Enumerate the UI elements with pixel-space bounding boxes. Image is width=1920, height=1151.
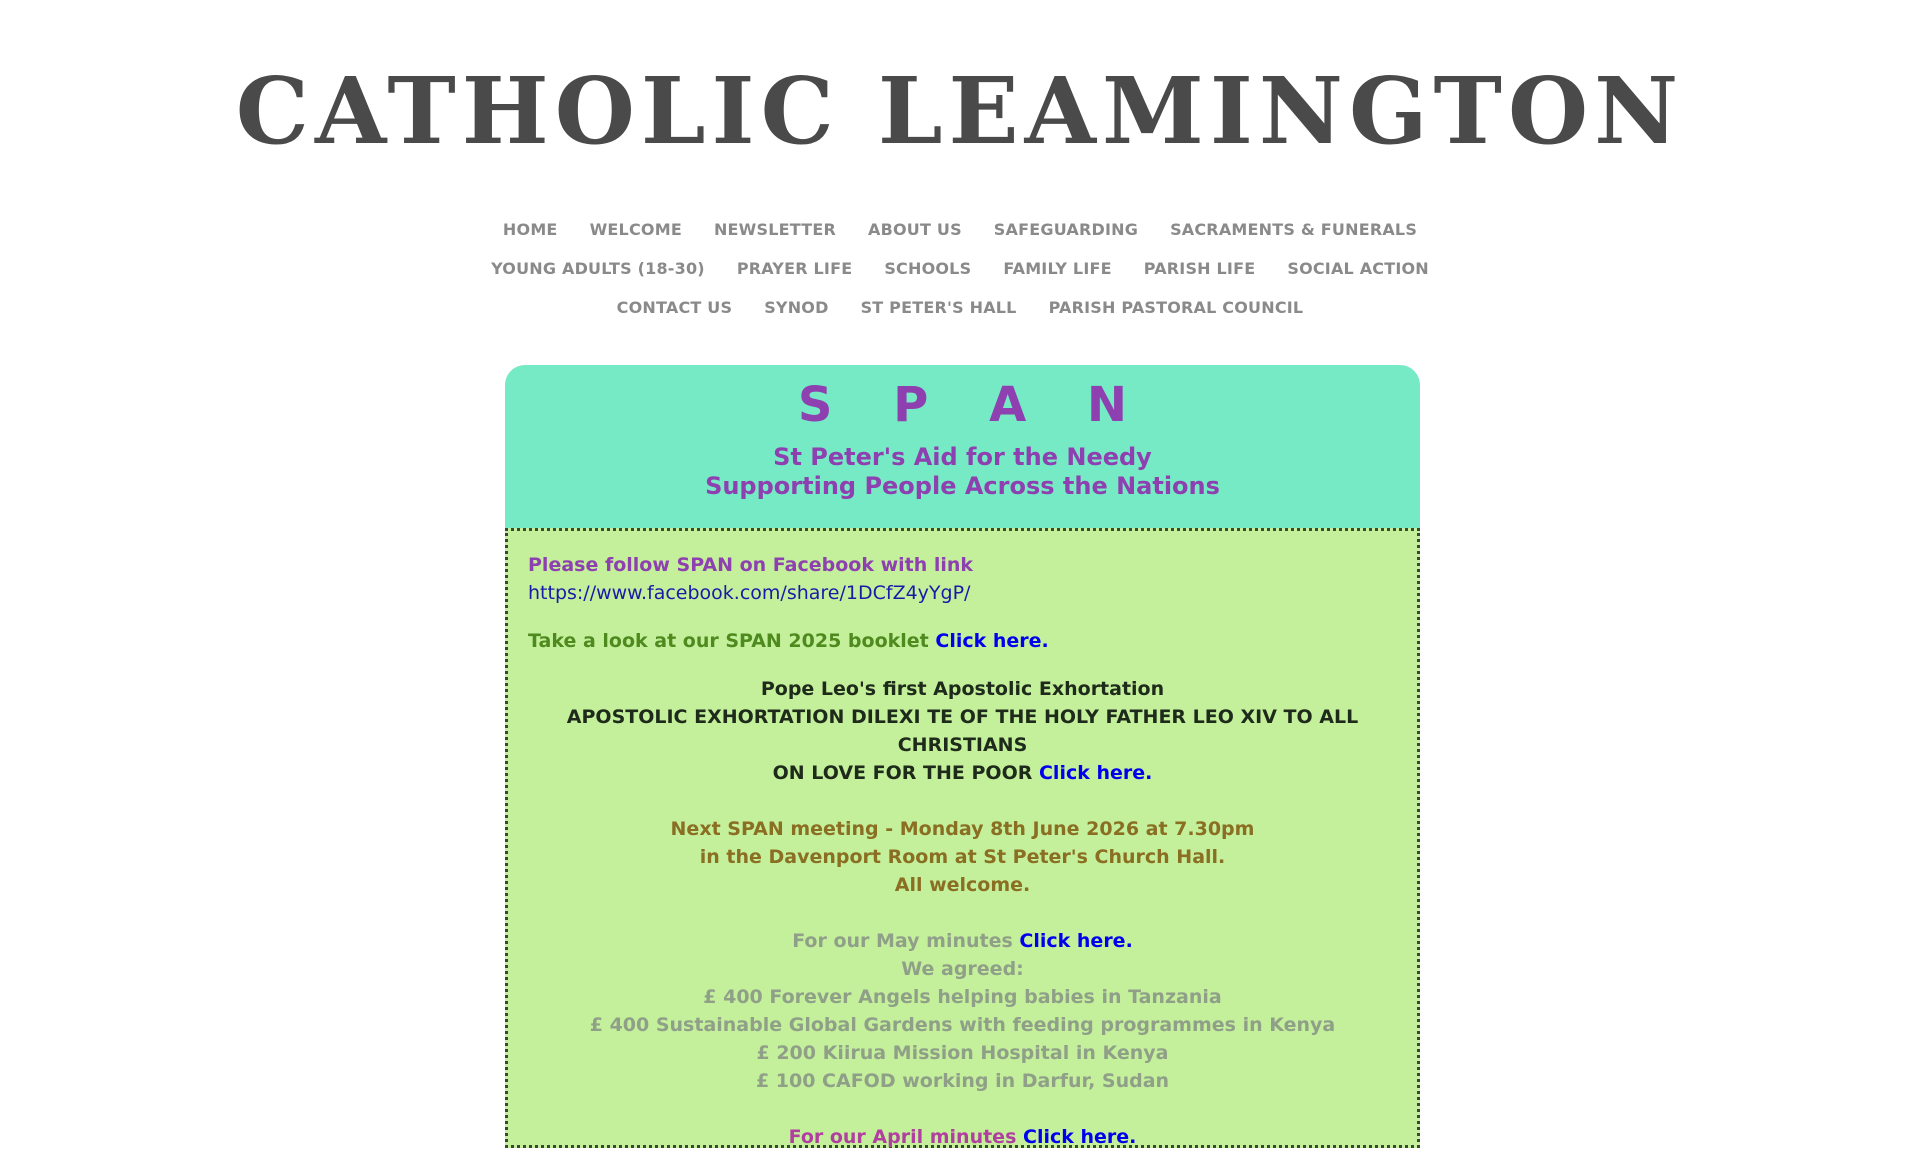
span-card bbox=[505, 365, 1420, 1148]
meeting-line-3: All welcome. bbox=[894, 874, 1031, 896]
pope-line-1: Pope Leo's first Apostolic Exhortation bbox=[760, 678, 1165, 700]
nav-item-schools[interactable]: SCHOOLS bbox=[884, 259, 972, 278]
nav-item-st-peters-hall[interactable]: ST PETER'S HALL bbox=[860, 298, 1017, 317]
nav-item-young-adults[interactable]: YOUNG ADULTS (18-30) bbox=[491, 259, 705, 278]
booklet-text: Take a look at our SPAN 2025 booklet bbox=[528, 630, 936, 652]
facebook-link[interactable]: https://www.facebook.com/share/1DCfZ4yYgP/ bbox=[528, 582, 971, 604]
pope-line-2: APOSTOLIC EXHORTATION DILEXI TE OF THE HOLY FATHER LEO XIV TO ALL CHRISTIANS bbox=[566, 706, 1359, 756]
span-subtitle-2: Supporting People Across the Nations bbox=[705, 472, 1220, 500]
span-title: S P A N bbox=[797, 377, 1150, 433]
nav-item-sacraments-funerals[interactable]: SACRAMENTS & FUNERALS bbox=[1170, 220, 1418, 239]
span-body bbox=[505, 528, 1420, 1148]
facebook-text: Please follow SPAN on Facebook with link bbox=[528, 554, 974, 576]
nav-item-social-action[interactable]: SOCIAL ACTION bbox=[1287, 259, 1429, 278]
booklet-line bbox=[528, 627, 1397, 655]
may-minutes-text: For our May minutes bbox=[792, 930, 1020, 952]
april-minutes-line bbox=[528, 1123, 1397, 1151]
agreed-label: We agreed: bbox=[901, 958, 1024, 980]
may-minutes-section bbox=[528, 927, 1397, 1095]
nav-item-safeguarding[interactable]: SAFEGUARDING bbox=[993, 220, 1139, 239]
nav-item-home[interactable]: HOME bbox=[502, 220, 558, 239]
span-subtitle-1: St Peter's Aid for the Needy bbox=[773, 443, 1152, 471]
donation-item: £ 400 Forever Angels helping babies in Tanzania bbox=[703, 986, 1222, 1008]
april-minutes-section bbox=[528, 1123, 1397, 1151]
nav-item-about-us[interactable]: ABOUT US bbox=[868, 220, 962, 239]
april-minutes-text: For our April minutes bbox=[788, 1126, 1023, 1148]
nav-item-parish-life[interactable]: PARISH LIFE bbox=[1143, 259, 1256, 278]
meeting-section bbox=[528, 815, 1397, 899]
april-minutes-link[interactable]: Click here. bbox=[1023, 1126, 1137, 1148]
meeting-line-1: Next SPAN meeting - Monday 8th June 2026 at 7.30pm bbox=[670, 818, 1255, 840]
facebook-line bbox=[528, 551, 1397, 607]
donation-item: £ 200 Kiirua Mission Hospital in Kenya bbox=[756, 1042, 1169, 1064]
nav-item-welcome[interactable]: WELCOME bbox=[589, 220, 682, 239]
booklet-link[interactable]: Click here. bbox=[935, 630, 1049, 652]
may-minutes-line bbox=[528, 927, 1397, 955]
nav-row-1 bbox=[0, 210, 1920, 249]
nav-row-2 bbox=[0, 249, 1920, 288]
nav-item-parish-pastoral-council[interactable]: PARISH PASTORAL COUNCIL bbox=[1048, 298, 1304, 317]
donation-item: £ 100 CAFOD working in Darfur, Sudan bbox=[755, 1070, 1170, 1092]
nav-row-3 bbox=[0, 288, 1920, 327]
nav-item-prayer-life[interactable]: PRAYER LIFE bbox=[736, 259, 853, 278]
nav-item-newsletter[interactable]: NEWSLETTER bbox=[713, 220, 837, 239]
nav-item-family-life[interactable]: FAMILY LIFE bbox=[1003, 259, 1112, 278]
main-nav bbox=[0, 210, 1920, 327]
pope-line-3-text: ON LOVE FOR THE POOR bbox=[772, 762, 1039, 784]
pope-section bbox=[528, 675, 1397, 787]
span-header bbox=[505, 365, 1420, 528]
donation-item: £ 400 Sustainable Global Gardens with feeding programmes in Kenya bbox=[589, 1014, 1336, 1036]
nav-item-contact-us[interactable]: CONTACT US bbox=[616, 298, 733, 317]
pope-line-3 bbox=[528, 759, 1397, 787]
meeting-line-2: in the Davenport Room at St Peter's Church Hall. bbox=[699, 846, 1226, 868]
site-title: CATHOLIC LEAMINGTON bbox=[235, 57, 1685, 165]
nav-item-synod[interactable]: SYNOD bbox=[764, 298, 829, 317]
may-minutes-link[interactable]: Click here. bbox=[1019, 930, 1133, 952]
pope-link[interactable]: Click here. bbox=[1038, 762, 1153, 784]
